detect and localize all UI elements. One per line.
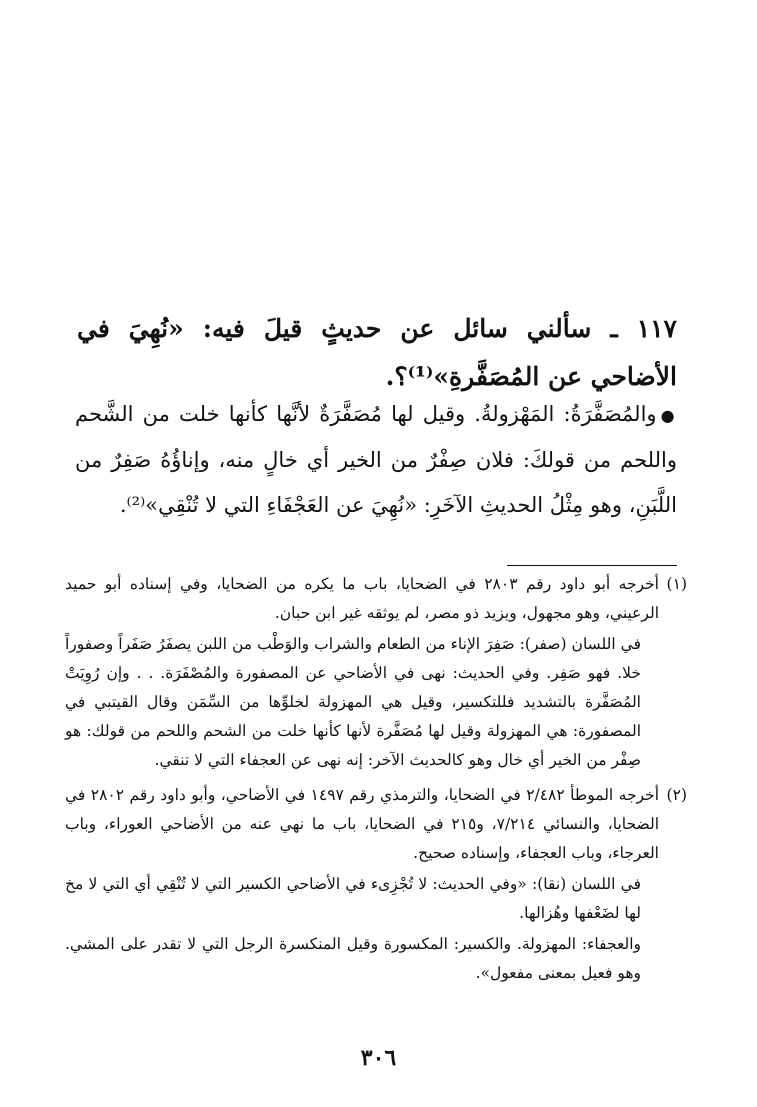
footnote-2: [65, 781, 687, 988]
footnote-1: [65, 570, 687, 775]
footnote-paragraph: في اللسان (نقا): «وفي الحديث: لا تُجْزِىء في الأضاحي الكسير التي لا تُنْقِي أي التي لا مخ لها لضَعْفها وهُزالها.: [65, 875, 641, 922]
footnote-number: (٢): [666, 786, 687, 804]
answer-paragraph: [75, 392, 677, 528]
footnotes: [65, 570, 687, 994]
page-number: ٣٠٦: [360, 1045, 397, 1071]
question-heading: ١١٧ ـ سألني سائل عن حديثٍ قيلَ فيه: «نُهِيَ في الأضاحي عن المُصَفَّرةِ»⁽¹⁾؟.: [77, 314, 677, 391]
answer-text: والمُصَفَّرَةُ: المَهْزولةُ. وقيل لها مُصَفَّرَةٌ لأنَّها كأنها خلت من الشَّحم واللحم من قولكَ: فلان صِفْرٌ من الخير أي خالٍ منه، وإناؤُهُ صَفِرٌ من اللَّبَنِ، وهو مِثْلُ الحديثِ الآخَرِ: «نُهِيَ عن العَجْفَاءِ التي لا تُنْقِي»⁽²⁾.: [75, 402, 677, 517]
footnote-number: (١): [666, 575, 687, 593]
footnote-paragraph: والعجفاء: المهزولة. والكسير: المكسورة وقيل المنكسرة الرجل التي لا تقدر على المشي. وهو فعيل بمعنى مفعول».: [65, 935, 641, 982]
footnote-separator: [507, 565, 677, 566]
footnote-paragraph: أخرجه الموطأ ٢/٤٨٢ في الضحايا، والترمذي رقم ١٤٩٧ في الأضاحي، وأبو داود رقم ٢٨٠٢ في الضحايا، والنسائي ٧/٢١٤، و٢١٥ في الضحايا، باب ما نهي عنه من الأضاحي العوراء، وباب العرجاء، وباب العجفاء، وإسناده صحيح.: [65, 786, 659, 862]
footnote-paragraph: أخرجه أبو داود رقم ٢٨٠٣ في الضحايا، باب ما يكره من الضحايا، وفي إسناده أبو حميد الرعيني، وهو مجهول، ويزيد ذو مصر، لم يوثقه غير ابن حبان.: [65, 575, 659, 622]
footnote-paragraph: في اللسان (صفر): صَفِرَ الإناء من الطعام والشراب والوَطْب من اللبن يصفَرُ صَفَراً وصفوراً خلا. فهو صَفِر. وفي الحديث: نهى في الأضاحي عن المصفورة والمُصْفَرَة. . . وإن رُوِيَتْ المُصَفَّرة بالتشديد فللتكسير، وقيل هي المهزولة لخلوِّها من السِّمَن وقال القيتبي في المصفورة: هي المهزولة وقيل لها مُصَفَّرة لأنها كأنها خلت من الشحم واللحم من قولك: هو صِفْر من الخير أي خال وهو كالحديث الآخر: إنه نهى عن العجفاء التي لا تنقي.: [65, 635, 641, 769]
bullet-icon: ●: [660, 406, 677, 425]
